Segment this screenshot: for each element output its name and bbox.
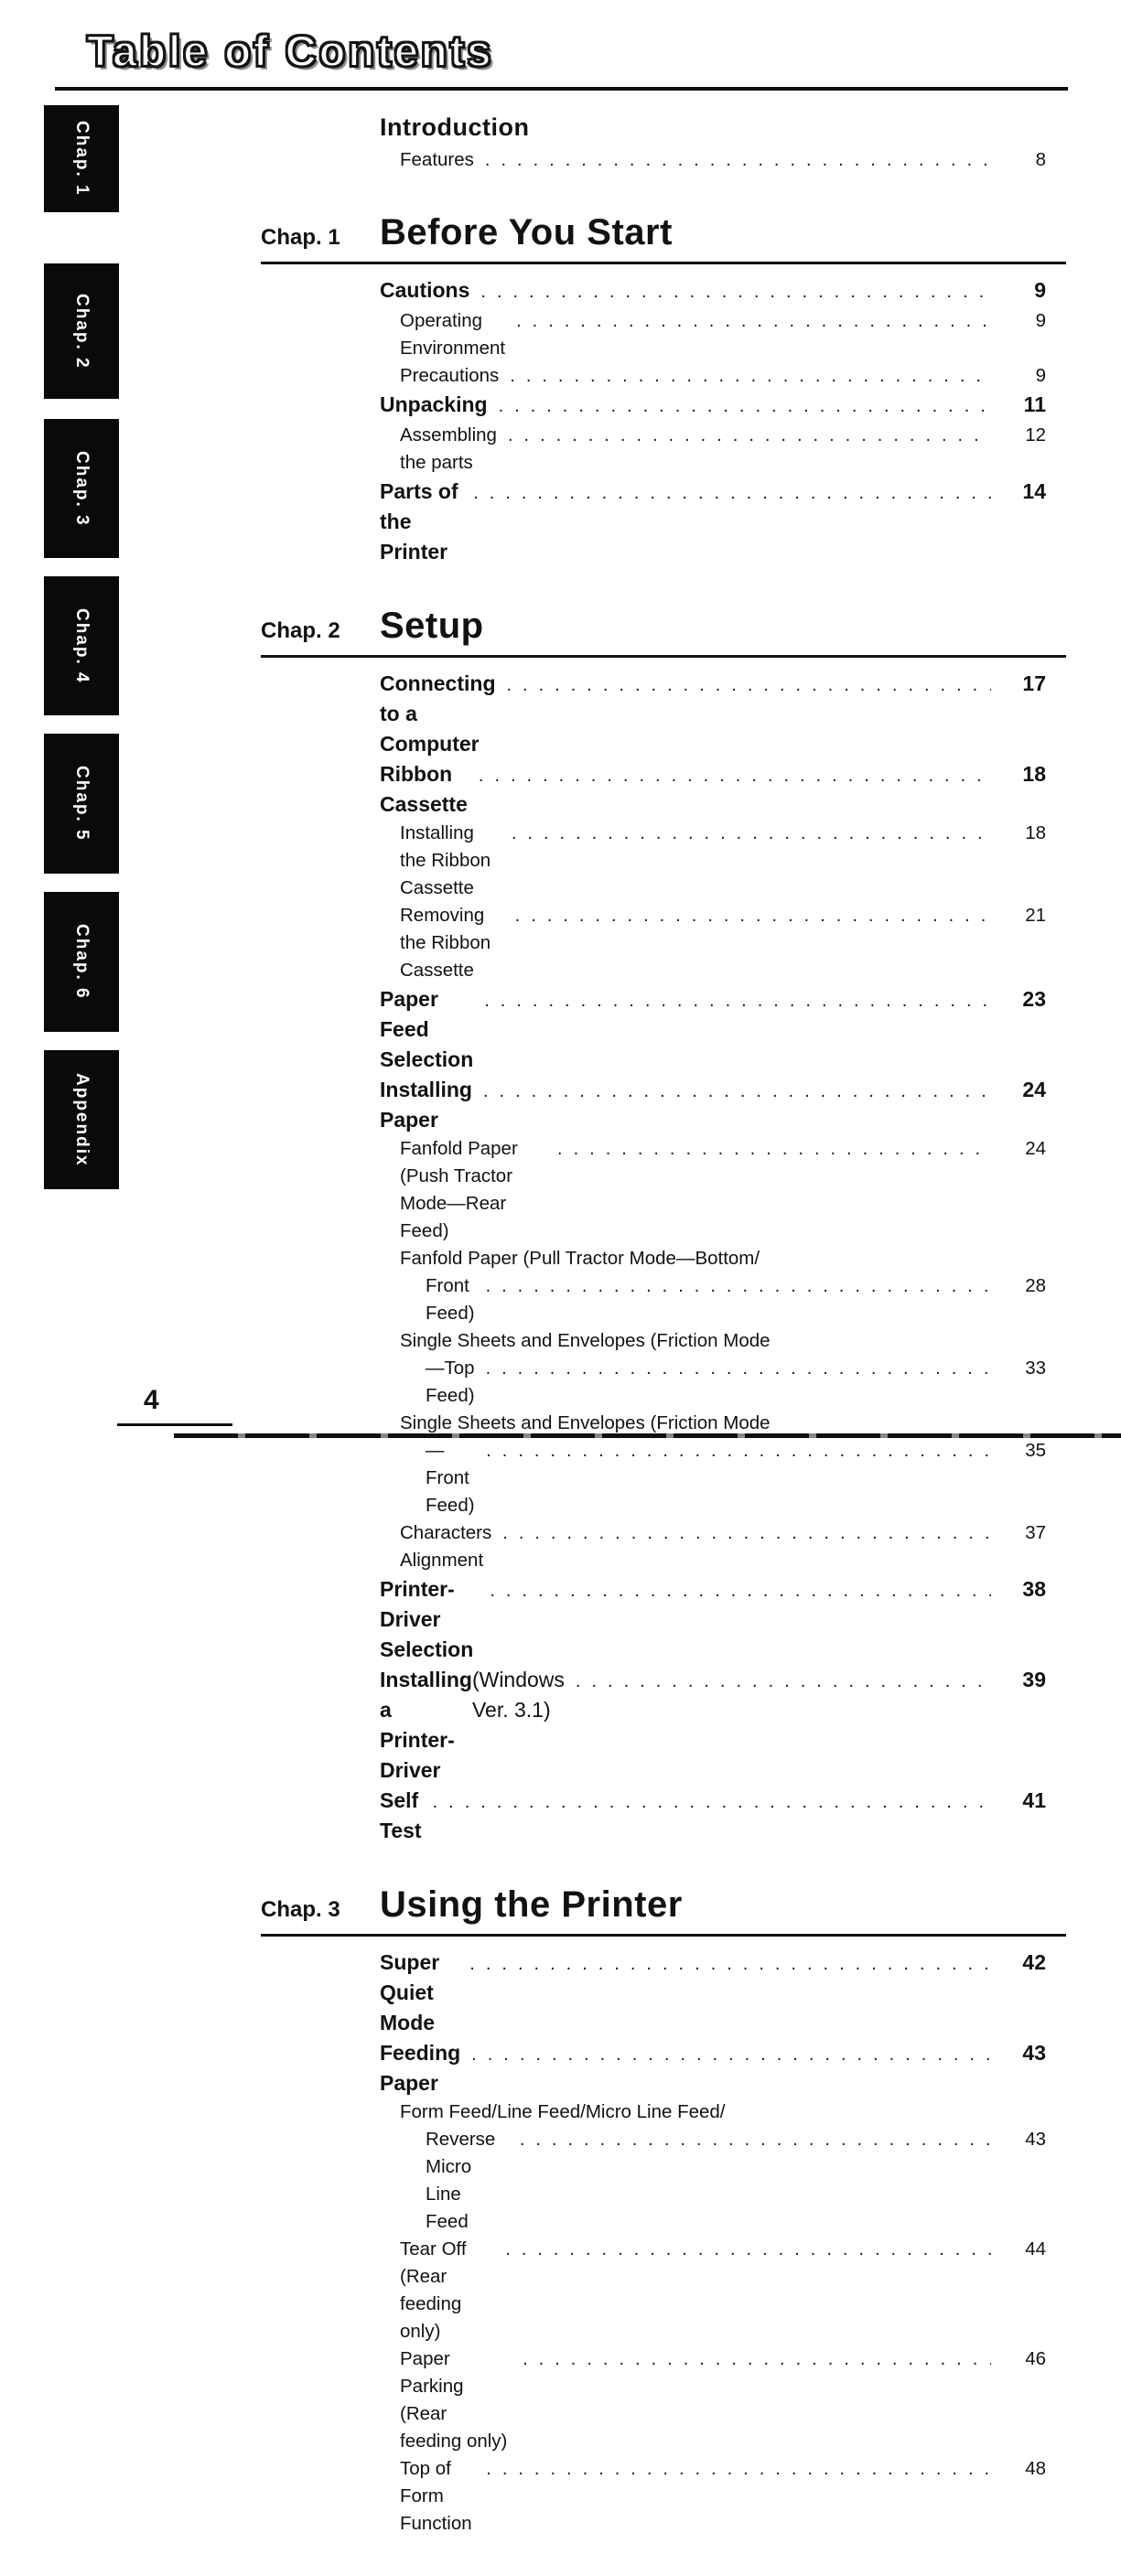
bottom-edge-rule xyxy=(174,1433,1121,1438)
toc-entry-label: Precautions xyxy=(400,365,500,386)
toc-entry xyxy=(261,1574,1066,1665)
leader-dots xyxy=(557,1135,991,1163)
toc-entry xyxy=(261,1410,1066,1519)
sidebar-tab xyxy=(44,734,119,874)
toc-entry-page: 23 xyxy=(1022,987,1046,1011)
toc-entry-line xyxy=(380,1786,1046,1846)
toc-entry-line xyxy=(400,820,1046,902)
toc-entry-page: 18 xyxy=(1022,762,1046,786)
toc-entry-page: 37 xyxy=(1025,1522,1046,1543)
sidebar-tab-label: Chap. 4 xyxy=(72,607,92,684)
toc-entry-label: Connecting to a Computer xyxy=(380,671,496,756)
toc-entry-line xyxy=(380,1948,1046,2038)
leader-dots xyxy=(523,2345,991,2373)
toc-entry-line xyxy=(400,2455,1046,2538)
leader-dots xyxy=(486,1437,991,1465)
toc-entry xyxy=(261,1665,1066,1786)
leader-dots xyxy=(499,392,991,422)
leader-dots xyxy=(490,1576,991,1606)
toc-entry-label: —Front Feed) xyxy=(426,1440,475,1516)
chapter-label: Chap. 3 xyxy=(261,1897,340,1922)
toc-entry-label: Fanfold Paper (Push Tractor Mode—Rear Feed) xyxy=(400,1138,518,1241)
toc-section xyxy=(261,212,1066,567)
toc-entry-page: 44 xyxy=(1025,2238,1046,2259)
toc-entry xyxy=(261,2345,1066,2455)
sidebar-tab xyxy=(44,263,119,399)
toc-entry-page: 28 xyxy=(1025,1275,1046,1296)
toc-entry-label: Characters Alignment xyxy=(400,1522,492,1571)
toc-entry-line xyxy=(400,1135,1046,1245)
toc-entry xyxy=(261,275,1066,307)
section-entries xyxy=(261,275,1066,567)
toc-entry-label: Top of Form Function xyxy=(400,2458,472,2534)
toc-entry xyxy=(261,1948,1066,2038)
toc-entry-line xyxy=(380,275,1046,307)
leader-dots xyxy=(473,478,991,509)
toc-entry xyxy=(261,2098,1066,2236)
toc-entry xyxy=(261,2038,1066,2098)
toc-entry xyxy=(261,1245,1066,1327)
chapter-label: Chap. 2 xyxy=(261,618,340,643)
toc-entry-label: Paper Feed Selection xyxy=(380,987,474,1071)
toc-entry-page: 42 xyxy=(1022,1950,1046,1974)
toc-entry-line xyxy=(380,2038,1046,2098)
toc-entry xyxy=(261,146,1066,174)
sidebar-tab xyxy=(44,576,119,715)
toc-entry xyxy=(261,669,1066,759)
toc-entry-line xyxy=(380,669,1046,759)
toc-entry-page: 35 xyxy=(1025,1440,1046,1461)
toc-entry-suffix: (Windows Ver. 3.1) xyxy=(471,1668,565,1722)
leader-dots xyxy=(485,146,991,174)
toc-entry xyxy=(261,902,1066,984)
sidebar-tab xyxy=(44,419,119,558)
sidebar-tab-label: Chap. 5 xyxy=(72,766,92,842)
toc-entry-label: Paper Parking (Rear feeding only) xyxy=(400,2348,508,2452)
toc-entry-label: Reverse Micro Line Feed xyxy=(426,2129,496,2232)
toc-entry-line xyxy=(400,1519,1046,1574)
toc-entry-line xyxy=(400,2345,1046,2455)
toc-entry-wrap-line: Single Sheets and Envelopes (Friction Mode xyxy=(400,1412,771,1433)
leader-dots xyxy=(502,1519,991,1547)
toc-entry-page: 43 xyxy=(1022,2041,1046,2065)
toc-entry-line xyxy=(380,1574,1046,1665)
toc-section xyxy=(261,606,1066,1846)
toc-entry-page: 12 xyxy=(1025,424,1046,445)
toc-entry-line xyxy=(400,2236,1046,2345)
toc-entry-label: Operating Environment xyxy=(400,310,506,359)
sidebar-tab-label: Chap. 3 xyxy=(72,450,92,527)
toc-entry-label: —Top Feed) xyxy=(426,1358,475,1406)
chapter-label: Chap. 1 xyxy=(261,225,340,250)
toc-entry-label: Unpacking xyxy=(380,392,488,416)
leader-dots xyxy=(515,902,991,929)
toc-entry xyxy=(261,390,1066,422)
toc-entry-line xyxy=(400,2126,1046,2236)
toc-entry-page: 41 xyxy=(1022,1788,1046,1812)
toc-entry-page: 48 xyxy=(1025,2458,1046,2479)
section-entries xyxy=(261,669,1066,1846)
toc-entry-page: 33 xyxy=(1025,1358,1046,1379)
toc-entry-page: 9 xyxy=(1035,365,1046,386)
chapter-title: Setup xyxy=(380,606,484,646)
toc-entry-page: 17 xyxy=(1022,671,1046,695)
toc-entry-page: 14 xyxy=(1022,479,1046,503)
toc-entry xyxy=(261,307,1066,362)
section-heading xyxy=(261,1884,1066,1937)
title-rule xyxy=(55,87,1068,91)
toc-entry-label: Installing Paper xyxy=(380,1078,472,1132)
toc-section xyxy=(261,113,1066,174)
toc-entry-page: 24 xyxy=(1025,1138,1046,1159)
toc-entry-page: 9 xyxy=(1034,278,1046,302)
toc-entry-label: Assembling the parts xyxy=(400,424,497,473)
toc-entry-label: Printer-Driver Selection xyxy=(380,1577,474,1661)
toc-entry-label: Installing the Ribbon Cassette xyxy=(400,822,491,898)
toc-entry xyxy=(261,2455,1066,2538)
sidebar-tab-label: Chap. 6 xyxy=(72,924,92,1000)
toc-entry-page: 21 xyxy=(1025,905,1046,926)
toc-entry-line xyxy=(380,477,1046,567)
toc-entry-page: 11 xyxy=(1023,392,1046,416)
leader-dots xyxy=(576,1667,991,1697)
leader-dots xyxy=(520,2126,991,2153)
toc-entry-label: Cautions xyxy=(380,278,470,302)
section-heading xyxy=(261,113,1066,142)
leader-dots xyxy=(486,1272,991,1300)
toc-entry-line xyxy=(400,1355,1046,1410)
toc-sections xyxy=(261,113,1066,2576)
chapter-title: Using the Printer xyxy=(380,1884,683,1925)
toc-entry-page: 24 xyxy=(1022,1078,1046,1101)
toc-entry-page: 46 xyxy=(1025,2348,1046,2369)
toc-entry-page: 38 xyxy=(1022,1577,1046,1601)
toc-entry-label: Ribbon Cassette xyxy=(380,762,468,816)
sidebar-tab xyxy=(44,892,119,1032)
leader-dots xyxy=(469,1949,991,1980)
toc-entry-label: Tear Off (Rear feeding only) xyxy=(400,2238,467,2342)
toc-entry-line xyxy=(400,422,1046,477)
toc-entry-page: 18 xyxy=(1025,822,1046,843)
leader-dots xyxy=(510,362,991,390)
toc-entry-line xyxy=(400,1272,1046,1327)
leader-dots xyxy=(483,1077,991,1107)
toc-entry-label: Installing a Printer-Driver xyxy=(380,1668,472,1782)
toc-entry-page: 43 xyxy=(1025,2129,1046,2150)
section-entries xyxy=(261,146,1066,174)
toc-entry xyxy=(261,1327,1066,1410)
toc-entry-line xyxy=(380,1075,1046,1135)
toc-entry-line xyxy=(380,984,1046,1075)
leader-dots xyxy=(508,422,991,449)
toc-entry-page: 9 xyxy=(1035,310,1046,331)
toc-entry-line xyxy=(380,759,1046,820)
leader-dots xyxy=(505,2236,991,2263)
toc-entry-line xyxy=(400,362,1046,390)
toc-entry xyxy=(261,422,1066,477)
toc-entry-label: Feeding Paper xyxy=(380,2041,461,2095)
leader-dots xyxy=(486,2455,991,2483)
toc-entry-line xyxy=(400,307,1046,362)
leader-dots xyxy=(486,1355,991,1382)
toc-entry xyxy=(261,1075,1066,1135)
toc-entry-wrap-line: Fanfold Paper (Pull Tractor Mode—Bottom/ xyxy=(400,1248,760,1269)
toc-entry-label: Features xyxy=(400,149,474,170)
toc-entry-label: Super Quiet Mode xyxy=(380,1950,440,2034)
toc-entry xyxy=(261,1786,1066,1846)
leader-dots xyxy=(512,820,991,847)
toc-entry xyxy=(261,477,1066,567)
toc-entry xyxy=(261,759,1066,820)
sidebar-tab xyxy=(44,105,119,212)
toc-entry-label: Front Feed) xyxy=(426,1275,475,1324)
sidebar-tab-label: Appendix xyxy=(72,1072,92,1167)
document-title: Table of Contents xyxy=(87,27,494,75)
toc-entry-wrap-line: Single Sheets and Envelopes (Friction Mode xyxy=(400,1330,771,1351)
toc-entry xyxy=(261,1135,1066,1245)
leader-dots xyxy=(479,761,991,791)
toc-entry xyxy=(261,2236,1066,2345)
toc-entry xyxy=(261,362,1066,390)
toc-entry-label: Parts of the Printer xyxy=(380,479,458,564)
toc-entry-page: 39 xyxy=(1022,1668,1046,1691)
leader-dots xyxy=(471,2040,991,2070)
chapter-title: Introduction xyxy=(380,113,530,141)
toc-entry-label: Self Test xyxy=(380,1788,422,1842)
chapter-title: Before You Start xyxy=(380,212,673,252)
sidebar-tab xyxy=(44,1050,119,1189)
toc-entry-line xyxy=(380,390,1046,422)
toc-entry-line xyxy=(380,1665,1046,1786)
toc-entry-line xyxy=(400,902,1046,984)
footer-rule xyxy=(117,1423,232,1426)
section-entries xyxy=(261,1948,1066,2538)
sidebar-tab-label: Chap. 1 xyxy=(72,121,92,197)
leader-dots xyxy=(484,986,991,1016)
section-heading xyxy=(261,212,1066,264)
toc-entry-page: 8 xyxy=(1035,149,1046,170)
leader-dots xyxy=(433,1787,991,1818)
footer-page-number: 4 xyxy=(144,1385,159,1415)
toc-entry xyxy=(261,1519,1066,1574)
toc-section xyxy=(261,1884,1066,2538)
sidebar xyxy=(44,0,119,1450)
leader-dots xyxy=(516,307,991,335)
leader-dots xyxy=(507,671,992,701)
toc-entry xyxy=(261,984,1066,1075)
leader-dots xyxy=(480,277,991,307)
toc-entry-line xyxy=(400,146,1046,174)
section-heading xyxy=(261,606,1066,658)
toc-entry xyxy=(261,820,1066,902)
toc-entry-wrap-line: Form Feed/Line Feed/Micro Line Feed/ xyxy=(400,2101,726,2122)
sidebar-tab-label: Chap. 2 xyxy=(72,293,92,370)
toc-entry-label: Removing the Ribbon Cassette xyxy=(400,905,491,981)
